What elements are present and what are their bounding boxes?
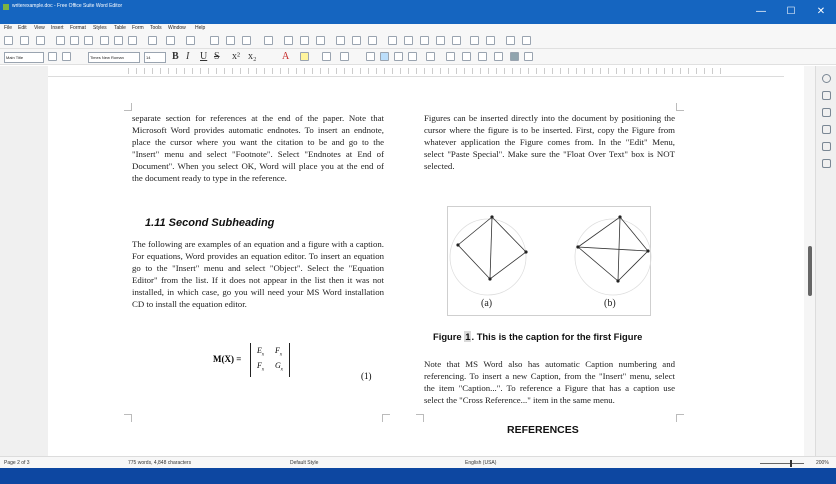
- paragraph-style-select[interactable]: Main Title: [4, 52, 44, 63]
- font-color-button[interactable]: A: [282, 51, 290, 62]
- horizontal-ruler[interactable]: [48, 66, 784, 77]
- right-sidebar: [815, 66, 836, 456]
- caption-text: . This is the caption for the first Figure: [471, 331, 643, 342]
- cross-reference-icon[interactable]: [452, 36, 461, 45]
- gallery-icon[interactable]: [822, 125, 831, 134]
- justify-icon[interactable]: [408, 52, 417, 61]
- menu-tools[interactable]: Tools: [150, 25, 162, 31]
- footnote-icon[interactable]: [404, 36, 413, 45]
- zoom-slider-knob[interactable]: [790, 460, 792, 467]
- body-paragraph: The following are examples of an equation and a figure with a caption. For equations, Word provides an equation editor. To insert an equation go to the "Insert" menu and select "Object". Select the "Equation Editor" from the list. If it does not appear in the list then it was not installed, in which case, go you will need your MS Word installation CD to install the equation editor.: [132, 239, 384, 310]
- menu-file[interactable]: File: [4, 25, 13, 31]
- figure-caption: [433, 331, 642, 342]
- crop-mark: [124, 414, 132, 422]
- maximize-button[interactable]: ☐: [786, 6, 796, 17]
- language-indicator[interactable]: English (USA): [465, 460, 497, 466]
- navigator-icon[interactable]: [822, 142, 831, 151]
- underline-button[interactable]: U: [200, 51, 208, 62]
- taskbar: [0, 468, 836, 484]
- standard-toolbar: [0, 33, 836, 49]
- subscript-button[interactable]: x₂: [248, 51, 257, 62]
- insert-table-icon[interactable]: [264, 36, 273, 45]
- body-paragraph: Figures can be inserted directly into the document by positioning the cursor where the figure is to be inserted. First, copy the Figure from whatever application the Figure comes from. In the "Edit" Menu, select "Paste Special". Make sure the "Float Over Text" box is NOT selected.: [424, 113, 675, 172]
- increase-indent-icon[interactable]: [478, 52, 487, 61]
- equation-matrix: [250, 343, 290, 377]
- matrix-cell: $G_x$: [275, 361, 284, 373]
- equation-number: (1): [361, 371, 372, 381]
- highlight-icon[interactable]: [300, 52, 309, 61]
- align-right-icon[interactable]: [394, 52, 403, 61]
- title-bar: [0, 0, 836, 24]
- left-margin-area: [0, 66, 48, 456]
- new-document-icon[interactable]: [4, 36, 13, 45]
- formatting-marks-icon[interactable]: [242, 36, 251, 45]
- references-heading: REFERENCES: [507, 424, 579, 436]
- undo-icon[interactable]: [166, 36, 175, 45]
- properties-icon[interactable]: [822, 74, 831, 83]
- numbering-icon[interactable]: [340, 52, 349, 61]
- close-button[interactable]: ✕: [816, 6, 826, 17]
- menu-help[interactable]: Help: [195, 25, 206, 31]
- print-icon[interactable]: [70, 36, 79, 45]
- italic-button[interactable]: I: [186, 51, 190, 62]
- menu-bar: [0, 24, 836, 33]
- decrease-spacing-icon[interactable]: [462, 52, 471, 61]
- draw-line-icon[interactable]: [506, 36, 515, 45]
- save-icon[interactable]: [36, 36, 45, 45]
- paste-icon[interactable]: [128, 36, 137, 45]
- crop-mark: [382, 414, 390, 422]
- insert-image-icon[interactable]: [284, 36, 293, 45]
- align-center-icon[interactable]: [380, 52, 389, 61]
- superscript-button[interactable]: x²: [232, 51, 240, 62]
- special-character-icon[interactable]: [368, 36, 377, 45]
- bold-button[interactable]: B: [172, 51, 179, 62]
- redo-icon[interactable]: [186, 36, 195, 45]
- status-bar: [0, 456, 836, 468]
- caption-prefix: Figure: [433, 331, 462, 342]
- cut-icon[interactable]: [100, 36, 109, 45]
- page-icon[interactable]: [822, 91, 831, 100]
- matrix-cell: $F_x$: [257, 361, 265, 373]
- update-style-icon[interactable]: [48, 52, 57, 61]
- endnote-icon[interactable]: [420, 36, 429, 45]
- word-count[interactable]: 775 words, 4,848 characters: [128, 460, 192, 466]
- insert-chart-icon[interactable]: [300, 36, 309, 45]
- figure-label-b: (b): [604, 298, 616, 309]
- minimize-button[interactable]: —: [756, 6, 766, 17]
- figure-image[interactable]: [447, 206, 651, 316]
- window-title: writerexample.doc - Free Office Suite Word Editor: [12, 3, 123, 9]
- paragraph-mark-icon[interactable]: [524, 52, 533, 61]
- menu-insert[interactable]: Insert: [51, 25, 64, 31]
- matrix-cell: $E_x$: [257, 346, 265, 358]
- figure-drawing: [448, 207, 652, 317]
- body-paragraph: Note that MS Word also has automatic Caption numbering and referencing. To insert a new Caption, from the "Insert" menu, select the item "Caption...". To reference a Figure that has a caption use select the "Cross Reference..." item in the same menu.: [424, 359, 675, 406]
- increase-spacing-icon[interactable]: [446, 52, 455, 61]
- zoom-level[interactable]: 200%: [816, 460, 829, 466]
- font-name-select[interactable]: Times New Roman: [88, 52, 140, 63]
- matrix-cell: $F_x$: [275, 346, 283, 358]
- bookmark-icon[interactable]: [436, 36, 445, 45]
- line-spacing-icon[interactable]: [426, 52, 435, 61]
- formatting-toolbar: [0, 49, 836, 65]
- menu-edit[interactable]: Edit: [18, 25, 27, 31]
- crop-mark: [676, 414, 684, 422]
- menu-format[interactable]: Format: [70, 25, 86, 31]
- insert-textbox-icon[interactable]: [316, 36, 325, 45]
- scrollbar-thumb[interactable]: [808, 246, 812, 296]
- comment-icon[interactable]: [470, 36, 479, 45]
- hyperlink-icon[interactable]: [388, 36, 397, 45]
- equation-lhs: M(X) =: [213, 354, 242, 364]
- menu-styles[interactable]: Styles: [93, 25, 107, 31]
- find-replace-icon[interactable]: [210, 36, 219, 45]
- export-pdf-icon[interactable]: [56, 36, 65, 45]
- styles-icon[interactable]: [822, 108, 831, 117]
- print-preview-icon[interactable]: [84, 36, 93, 45]
- menu-table[interactable]: Table: [114, 25, 126, 31]
- decrease-indent-icon[interactable]: [494, 52, 503, 61]
- align-left-icon[interactable]: [366, 52, 375, 61]
- figure-label-a: (a): [481, 298, 493, 309]
- body-paragraph: separate section for references at the end of the paper. Note that Microsoft Word provides automatic endnotes. To insert an endnote, place the cursor where you want the citation to be and go to the "Insert" menu and select "Footnote". Select "Endnotes at End of Document". When you select OK, Word will place you at the end of the document ready to type in the reference.: [132, 113, 384, 184]
- font-size-select[interactable]: 14: [144, 52, 166, 63]
- track-changes-icon[interactable]: [486, 36, 495, 45]
- page-indicator[interactable]: Page 2 of 3: [4, 460, 30, 466]
- sidebar-toggle-icon[interactable]: [510, 52, 519, 61]
- page-break-icon[interactable]: [336, 36, 345, 45]
- menu-view[interactable]: View: [34, 25, 45, 31]
- crop-mark: [676, 103, 684, 111]
- zoom-slider-track[interactable]: [760, 463, 804, 464]
- manage-changes-icon[interactable]: [822, 159, 831, 168]
- copy-icon[interactable]: [114, 36, 123, 45]
- spelling-icon[interactable]: [226, 36, 235, 45]
- equation-object[interactable]: [213, 343, 383, 379]
- section-subheading: 1.11 Second Subheading: [145, 217, 275, 229]
- menu-window[interactable]: Window: [168, 25, 186, 31]
- page-style[interactable]: Default Style: [290, 460, 319, 466]
- bullets-icon[interactable]: [322, 52, 331, 61]
- strikethrough-button[interactable]: S: [214, 51, 220, 62]
- caption-number-field[interactable]: 1: [465, 331, 471, 342]
- basic-shapes-icon[interactable]: [522, 36, 531, 45]
- insert-field-icon[interactable]: [352, 36, 361, 45]
- clone-formatting-icon[interactable]: [148, 36, 157, 45]
- vertical-scrollbar[interactable]: [804, 66, 815, 456]
- new-style-icon[interactable]: [62, 52, 71, 61]
- app-icon: [3, 4, 9, 10]
- crop-mark: [124, 103, 132, 111]
- ruler-ticks: [128, 68, 728, 74]
- open-icon[interactable]: [20, 36, 29, 45]
- menu-form[interactable]: Form: [132, 25, 144, 31]
- crop-mark: [416, 414, 424, 422]
